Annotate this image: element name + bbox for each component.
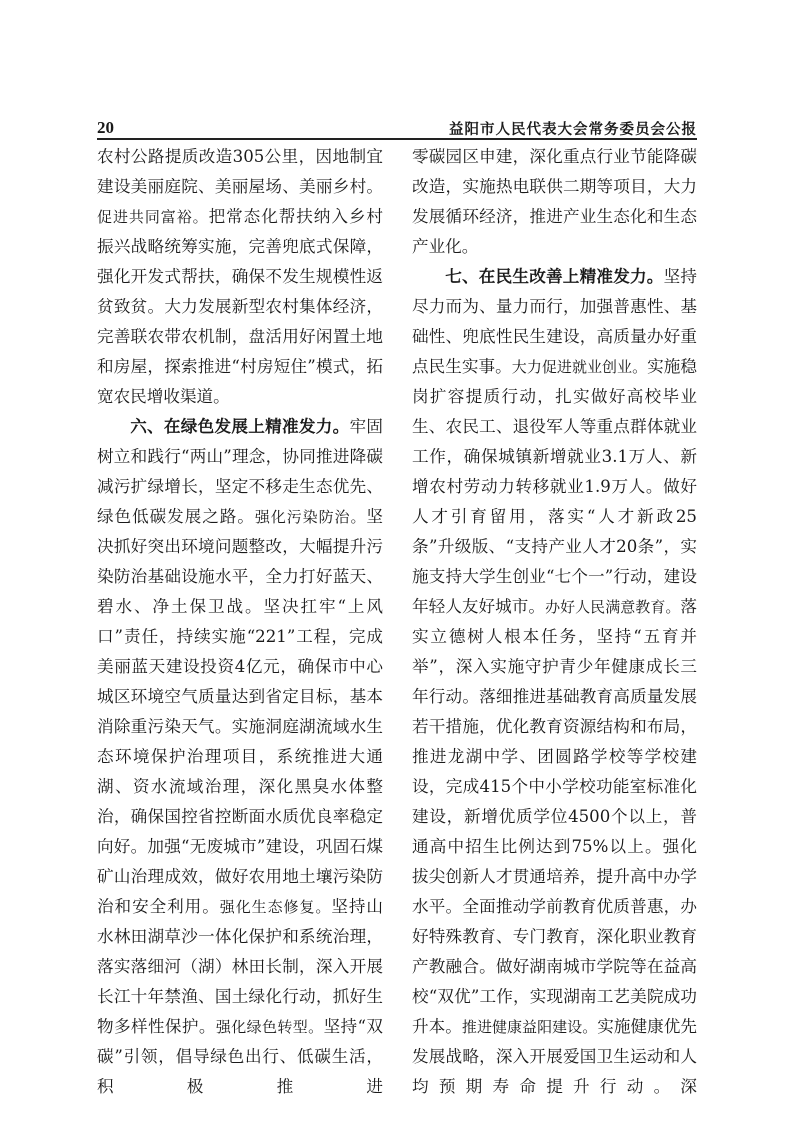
subheading-pollution-control: 强化污染防治。 <box>254 508 367 526</box>
subheading-common-prosperity: 促进共同富裕。 <box>97 208 209 226</box>
subheading-employment: 大力促进就业创业。 <box>511 358 648 376</box>
page-number: 20 <box>97 118 114 137</box>
text: 落实立德树人根本任务，坚持“五育并举”，深入实施守护青少年健康成长三年行动。落细推进基础教育高质量发展若干措施，优化教育资源结构和布局，推进龙湖中学、团圆路学校等学校建设，完成415个中小学校功能室标准化建设，新增优质学位4500个以上，普通高中招生比例达到75%以上。强化拔尖创新人才贯通培养，提升高中办学水平。全面推动学前教育优质普惠，办好特殊教育、专门教育，深化职业教育产教融合。做好湖南城市学院等在益高校“双优”工作，实现湖南工艺美院成功升本。 <box>412 597 697 1036</box>
text: 坚决抓好突出环境问题整改，大幅提升污染防治基础设施水平，全力打好蓝天、碧水、净土保卫战。坚决扛牢“上风口”责任，持续实施“221”工程，完成美丽蓝天建设投资4亿元，确保市中心城区环境空气质量达到省定目标，基本消除重污染天气。实施洞庭湖流域水生态环境保护治理项目，系统推进大通湖、资水流域治理，深化黑臭水体整治，确保国控省控断面水质优良率稳定向好。加强“无废城市”建设，巩固石煤矿山治理成效，做好农用地土壤污染防治和安全利用。 <box>97 507 383 916</box>
paragraph-zero-carbon <box>412 142 697 262</box>
text: 坚持“双碳”引领，倡导绿色出行、低碳生活，积极推进 <box>97 1017 383 1096</box>
subheading-ecological-restoration: 强化生态修复。 <box>219 898 332 916</box>
section-heading-six: 六、在绿色发展上精准发力。 <box>130 417 350 436</box>
text: 坚持尽力而为、量力而行，加强普惠性、基础性、兜底性民生建设，高质量办好重点民生实事。 <box>412 267 698 376</box>
paragraph-green-development <box>97 412 383 1102</box>
paragraph-rural <box>97 142 383 412</box>
right-column <box>412 142 697 1102</box>
text: 实施稳岗扩容提质行动，扎实做好高校毕业生、农民工、退役军人等重点群体就业工作，确保城镇新增就业3.1万人、新增农村劳动力转移就业1.9万人。做好人才引育留用，落实“人才新政25条”升级版、“支持产业人才20条”，实施支持大学生创业“七个一”行动，建设年轻人友好城市。 <box>412 357 697 616</box>
header-rule <box>97 138 697 140</box>
text: 牢固树立和践行“两山”理念，协同推进降碳减污扩绿增长，坚定不移走生态优先、绿色低碳发展之路。 <box>97 417 384 526</box>
subheading-education: 办好人民满意教育。 <box>545 598 681 616</box>
page-header <box>97 114 697 140</box>
text: 农村公路提质改造305公里，因地制宜建设美丽庭院、美丽屋场、美丽乡村。 <box>97 147 383 196</box>
left-column <box>97 142 383 1102</box>
subheading-healthy-yiyang: 推进健康益阳建设。 <box>461 1018 598 1036</box>
text: 把常态化帮扶纳入乡村振兴战略统筹实施，完善兜底式保障，强化开发式帮扶，确保不发生规模性返贫致贫。大力发展新型农村集体经济，完善联农带农机制，盘活用好闲置土地和房屋，探索推进“村房短住”模式，拓宽农民增收渠道。 <box>97 207 383 406</box>
section-heading-seven: 七、在民生改善上精准发力。 <box>445 267 664 286</box>
subheading-green-transformation: 强化绿色转型。 <box>215 1018 324 1036</box>
journal-title: 益阳市人民代表大会常务委员会公报 <box>449 121 697 138</box>
text: 坚持山水林田湖草沙一体化保护和系统治理，落实落细河（湖）林田长制，深入开展长江十年禁渔、国土绿化行动，抓好生物多样性保护。 <box>97 897 384 1036</box>
text: 实施健康优先发展战略，深入开展爱国卫生运动和人均预期寿命提升行动。深 <box>412 1017 698 1096</box>
text: 零碳园区申建，深化重点行业节能降碳改造，实施热电联供二期等项目，大力发展循环经济，推进产业生态化和生态产业化。 <box>412 147 697 256</box>
paragraph-livelihood <box>412 262 697 1102</box>
